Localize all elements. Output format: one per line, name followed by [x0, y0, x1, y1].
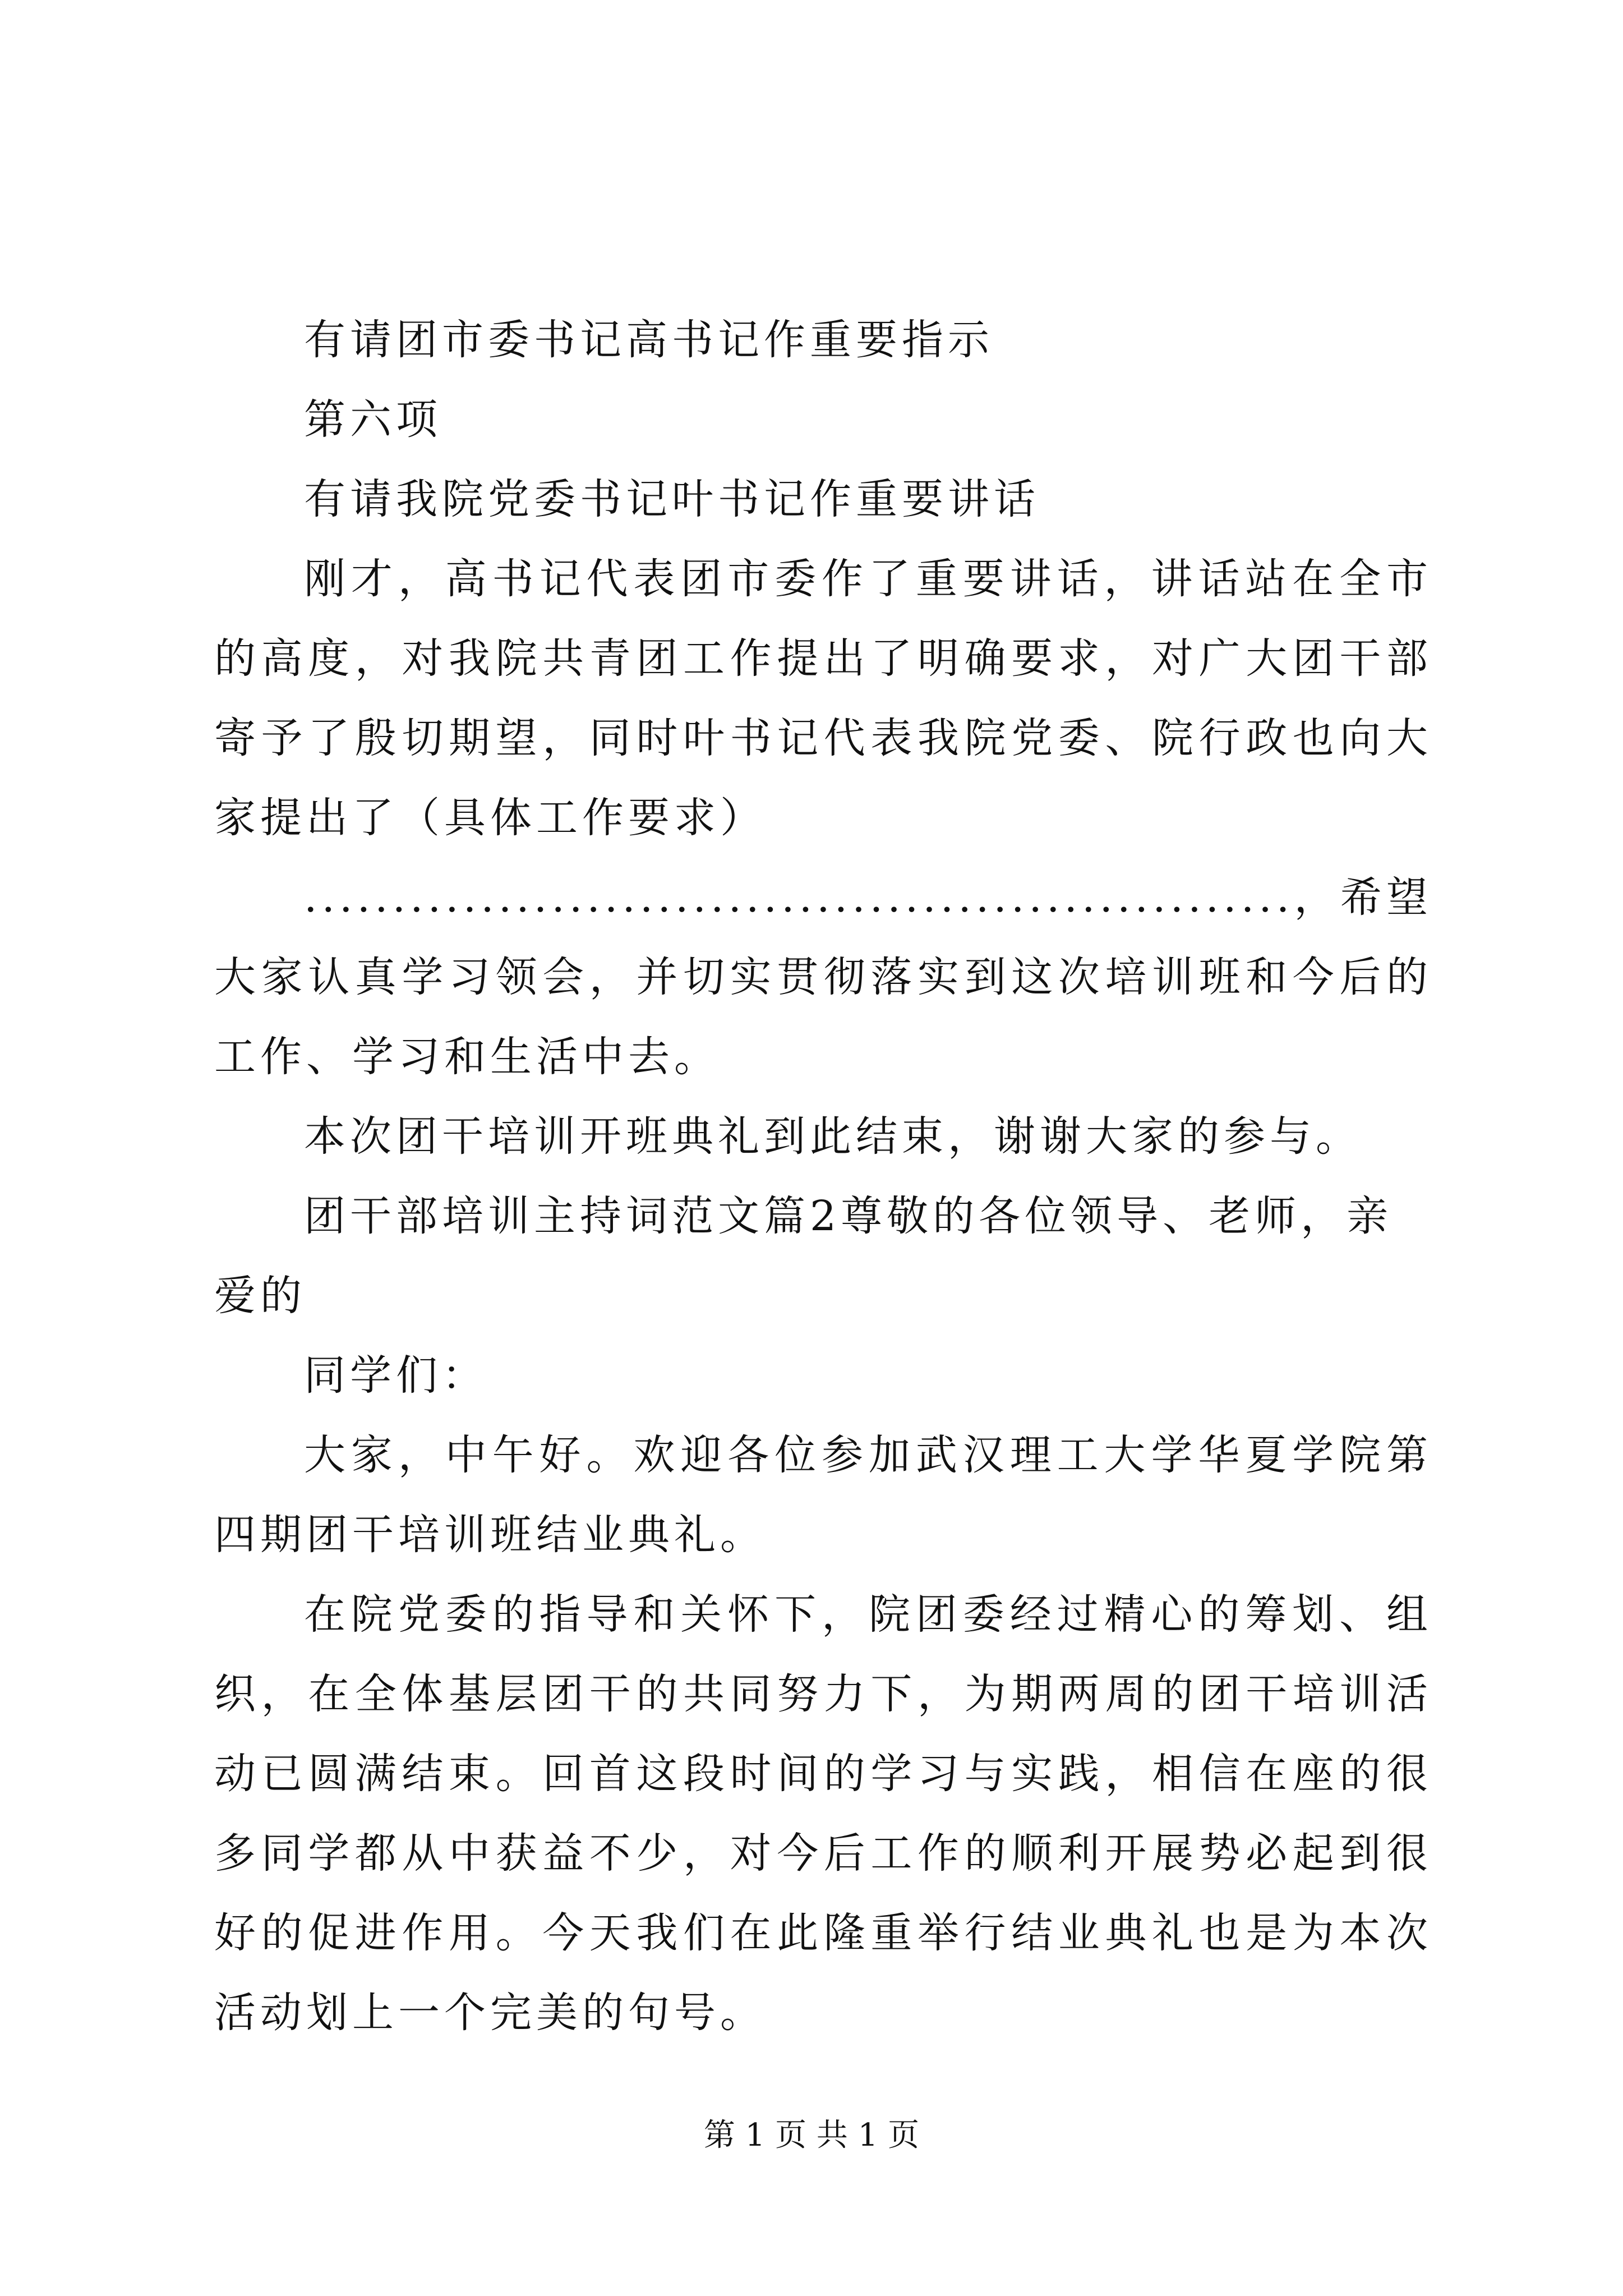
paragraph-instruction-high: 有请团市委书记高书记作重要指示	[304, 316, 994, 364]
paragraph-review: 在院党委的指导和关怀下，院团委经过精心的筹划、组织，在全体基层团干的共同努力下，为期两周的团干培训活动已圆满结束。回首这段时间的学习与实践，相信在座的很多同学都从中获益不少，对今后工作的顺利开展势必起到很好的促进作用。今天我们在此隆重举行结业典礼也是为本次活动划上一个完美的句号。	[214, 1590, 1432, 2037]
page-footer: 第 1 页 共 1 页	[703, 2117, 920, 2154]
paragraph-greeting: 大家，中午好。欢迎各位参加武汉理工大学华夏学院第四期团干培训班结业典礼。	[214, 1431, 1432, 1559]
document-body	[214, 300, 1432, 2053]
paragraph-students: 同学们：	[304, 1351, 488, 1400]
paragraph-article-two-title: 团干部培训主持词范文篇2尊敬的各位领导、老师，亲爱的	[214, 1192, 1393, 1320]
paragraph-ellipsis-hope: ........................................................，希望大家认真学习领会，并切实贯彻落实到这次培训班和今后的工作、学习和生活中去。	[214, 873, 1432, 1081]
paragraph-summary: 刚才，高书记代表团市委作了重要讲话，讲话站在全市的高度，对我院共青团工作提出了明确要求，对广大团干部寄予了殷切期望，同时叶书记代表我院党委、院行政也向大家提出了（具体工作要求）	[214, 555, 1432, 842]
paragraph-closing: 本次团干培训开班典礼到此结束，谢谢大家的参与。	[304, 1112, 1362, 1161]
paragraph-speech-ye: 有请我院党委书记叶书记作重要讲话	[304, 475, 1040, 523]
paragraph-item-six: 第六项	[304, 395, 442, 444]
